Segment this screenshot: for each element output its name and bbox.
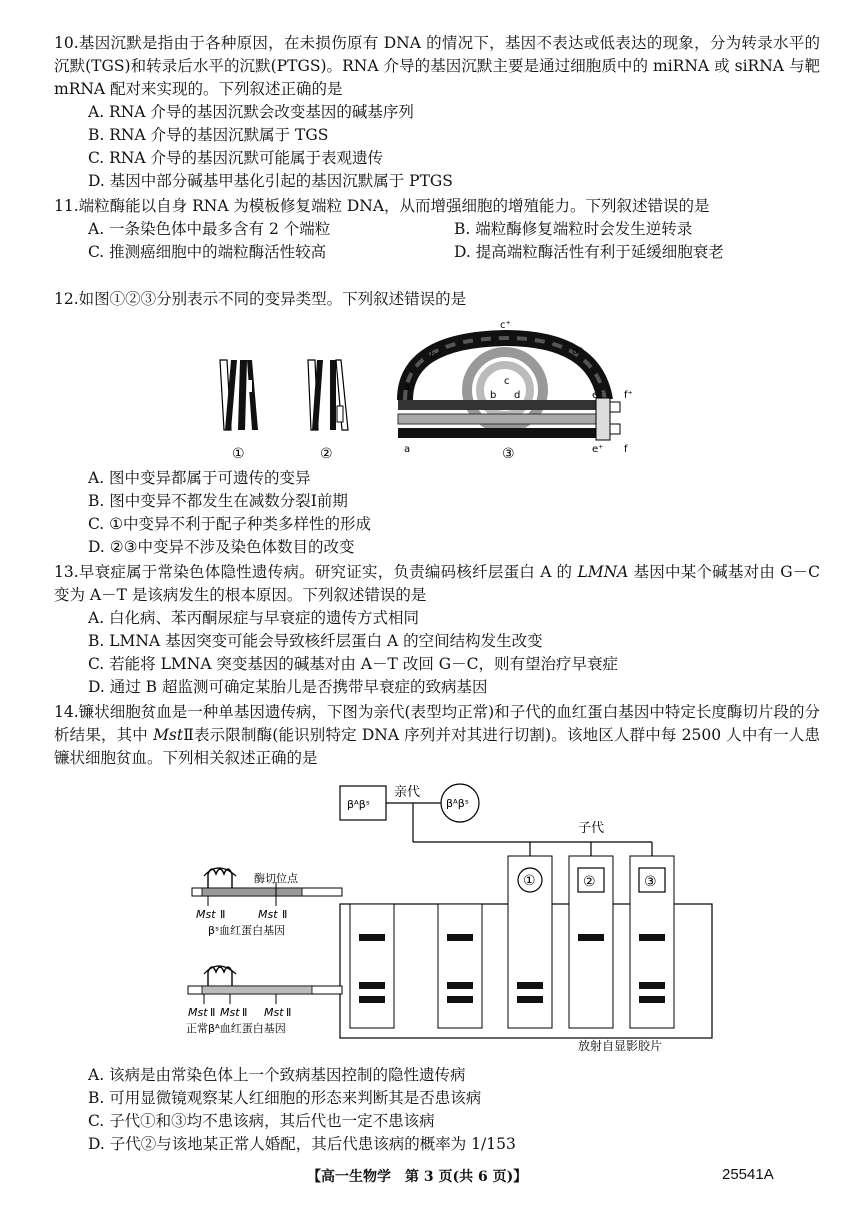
option-d[interactable]: D. 基因中部分碱基甲基化引起的基因沉默属于 PTGS (88, 172, 453, 190)
option-c[interactable]: C. 推测癌细胞中的端粒酶活性较高 (88, 243, 327, 261)
gene-a-label: 正常βᴬ血红蛋白基因 (186, 1022, 286, 1035)
variant-label: ② (320, 446, 333, 462)
option-b[interactable]: B. LMNA 基因突变可能会导致核纤层蛋白 A 的空间结构发生改变 (88, 632, 543, 650)
cut-site-label: 酶切位点 (254, 872, 298, 885)
gene-label: a (404, 444, 411, 455)
question-13 (54, 561, 820, 699)
footer-code: 25541A (722, 1166, 774, 1183)
gene-label: d⁺ (572, 346, 584, 357)
question-number: 12. (54, 290, 79, 308)
option-a[interactable]: A. RNA 介导的基因沉默会改变基因的碱基序列 (88, 103, 414, 121)
option-b[interactable]: B. 图中变异不都发生在减数分裂Ⅰ前期 (88, 492, 348, 510)
mst-label: Mst (258, 908, 278, 921)
lane-parent2 (438, 904, 482, 1028)
question-text: 早衰症属于常染色体隐性遗传病。研究证实，负责编码核纤层蛋白 A 的 (78, 563, 573, 581)
variant-1-chromosomes (220, 360, 258, 430)
child-label: ① (523, 873, 536, 889)
question-text: 如图①②③分别表示不同的变异类型。下列叙述错误的是 (78, 290, 467, 308)
option-d[interactable]: D. 提高端粒酶活性有利于延缓细胞衰老 (454, 243, 724, 261)
option-a[interactable]: A. 一条染色体中最多含有 2 个端粒 (88, 220, 331, 238)
gene-label: e⁺ (592, 390, 604, 401)
mst-label: Mst (188, 1006, 208, 1019)
gene-name: LMNA (577, 563, 629, 581)
gene-s-label: βˢ血红蛋白基因 (208, 924, 286, 937)
question-text: Ⅱ表示限制酶(能识别特定 DNA 序列并对其进行切割)。该地区人群中每 2500 人中有一人患镰状细胞贫血。下列相关叙述正确的是 (54, 726, 820, 767)
option-c[interactable]: C. 若能将 LMNA 突变基因的碱基对由 A－T 改回 G－C，则有望治疗早衰症 (88, 655, 618, 673)
question-number: 13. (54, 563, 79, 581)
option-d[interactable]: D. 子代②与该地某正常人婚配，其后代患该病的概率为 1/153 (88, 1135, 516, 1153)
question-text: 镰状细胞贫血是一种单基因遗传病，下图为亲代(表型均正常)和子代的血红蛋白基因中特定长度酶切片段的分析结果，其中 (54, 703, 820, 744)
gene-label: f (624, 444, 628, 455)
variant-2-chromosomes (308, 360, 348, 430)
option-b[interactable]: B. 可用显微镜观察某人红细胞的形态来判断其是否患该病 (88, 1089, 482, 1107)
gene-label: c (504, 376, 510, 387)
mst-label: Ⅱ (286, 1006, 292, 1019)
mst-label: Ⅱ (282, 908, 288, 921)
question-text: 端粒酶能以自身 RNA 为模板修复端粒 DNA，从而增强细胞的增殖能力。下列叙述错误的是 (78, 197, 710, 215)
option-b[interactable]: B. 端粒酶修复端粒时会发生逆转录 (454, 220, 693, 238)
option-a[interactable]: A. 图中变异都属于可遗传的变异 (88, 469, 311, 487)
parent-genotype: βᴬβˢ (446, 797, 469, 810)
beta-a-gene (186, 966, 342, 1035)
question-stem (54, 195, 820, 218)
mst-label: Ⅱ (210, 1006, 216, 1019)
figure-12 (200, 318, 660, 466)
question-stem (54, 288, 820, 311)
mst-label: Mst (196, 908, 216, 921)
option-d[interactable]: D. ②③中变异不涉及染色体数目的改变 (88, 538, 355, 556)
mst-label: Ⅱ (220, 908, 226, 921)
question-text: 基因沉默是指由于各种原因，在未损伤原有 DNA 的情况下，基因不表达或低表达的现象，分为转录水平的沉默(TGS)和转录后水平的沉默(PTGS)。RNA 介导的基因沉默主要是通过细胞质中的 miRNA 或 siRNA 与靶 mRNA 配对来实现的。下列叙述正确的是 (54, 34, 820, 98)
question-14 (54, 701, 820, 770)
option-a[interactable]: A. 该病是由常染色体上一个致病基因控制的隐性遗传病 (88, 1066, 466, 1084)
mst-label: Ⅱ (242, 1006, 248, 1019)
figure-14 (180, 778, 720, 1058)
option-a[interactable]: A. 白化病、苯丙酮尿症与早衰症的遗传方式相同 (88, 609, 420, 627)
parent-genotype: βᴬβˢ (347, 798, 370, 811)
option-c[interactable]: C. ①中变异不利于配子种类多样性的形成 (88, 515, 372, 533)
question-12 (54, 288, 820, 311)
option-d[interactable]: D. 通过 B 超监测可确定某胎儿是否携带早衰症的致病基因 (88, 678, 488, 696)
gene-label: b⁺ (430, 350, 442, 361)
option-c[interactable]: C. 子代①和③均不患该病，其后代也一定不患该病 (88, 1112, 435, 1130)
question-text: 基因中某个碱基对由 G－C 变为 A－T 是该病发生的根本原因。下列叙述错误的是 (54, 563, 820, 604)
variant-label: ③ (502, 446, 515, 462)
variant-label: ① (232, 446, 245, 462)
film-label: 放射自显影胶片 (578, 1039, 663, 1053)
gene-label: c⁺ (500, 320, 511, 331)
question-11 (54, 195, 820, 264)
child-label: ③ (644, 874, 657, 890)
gene-label: a⁺ (404, 382, 416, 393)
enzyme-name: Mst (153, 726, 184, 744)
gene-label: e⁺ (592, 444, 604, 455)
parents-label: 亲代 (394, 785, 421, 800)
gene-label: b (490, 390, 497, 401)
question-10 (54, 32, 820, 193)
beta-s-gene (192, 868, 342, 937)
gene-label: d (514, 390, 521, 401)
option-c[interactable]: C. RNA 介导的基因沉默可能属于表观遗传 (88, 149, 384, 167)
question-stem (54, 701, 820, 770)
question-number: 10. (54, 34, 79, 52)
question-number: 14. (54, 703, 79, 721)
footer-page-info: 【高一生物学 第 3 页(共 6 页)】 (307, 1169, 528, 1185)
question-14-options (54, 1064, 820, 1156)
child-label: ② (583, 874, 596, 890)
question-stem (54, 32, 820, 101)
mst-label: Mst (220, 1006, 240, 1019)
option-b[interactable]: B. RNA 介导的基因沉默属于 TGS (88, 126, 329, 144)
mst-label: Mst (264, 1006, 284, 1019)
question-stem (54, 561, 820, 607)
question-number: 11. (54, 197, 79, 215)
children-label: 子代 (578, 821, 605, 836)
lane-parent1 (350, 904, 394, 1028)
gene-label: f⁺ (624, 390, 633, 401)
question-12-options (54, 467, 820, 559)
